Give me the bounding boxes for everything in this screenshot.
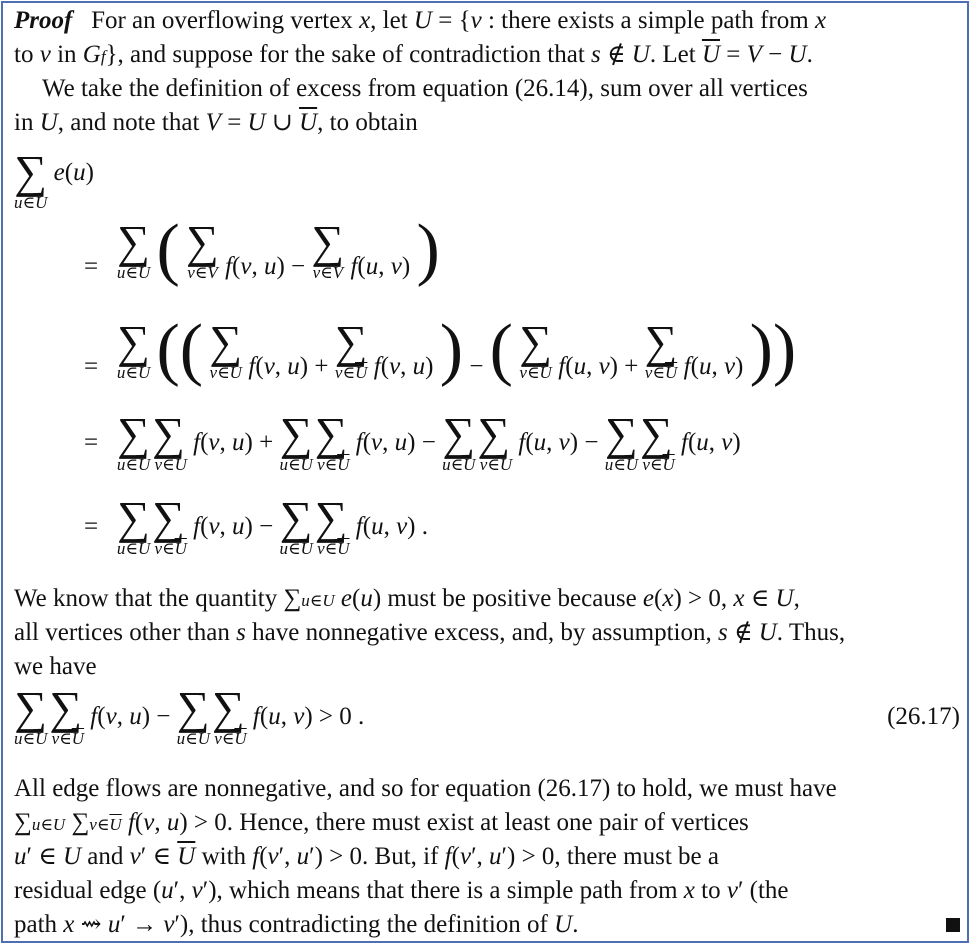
equation-number: (26.17): [887, 703, 960, 730]
p2-line1: We take the definition of excess from equation (26.14), sum over all vertices: [42, 75, 808, 102]
eq-line-4: = ∑ u∈U ∑ $\nu\in\overline{U}$ f(ν, u) − ∑ u∈U ∑ $\nu\in\overline{U}$ f(u, ν) .: [84, 492, 428, 558]
p4-line2: ∑u∈U $\sum\nu\in\overline{U}$ f(ν, u) > 0. Hence, there must exist at least one pair of vertices: [14, 809, 749, 836]
p2-line2: in U, and note that V = U ∪ $\overline{U}$, to obtain: [14, 109, 418, 136]
p3-line1: We know that the quantity ∑u∈U e(u) must be positive because e(x) > 0, x ∈ U,: [14, 585, 800, 612]
eq-line-3: = ∑ u∈U ∑ ν∈U f(ν, u) + ∑ u∈U ∑ $\nu\in\overline{U}$ f(ν, u) − ∑ u∈U ∑ ν∈U f(u, ν) − ∑ u∈U ∑ $\nu\in\overline{U}$ f(u, ν): [84, 408, 741, 474]
p1-line2: to ν in Gf}, and suppose for the sake of contradiction that s ∉ U. Let $\overline{U} = V - U$.: [14, 41, 813, 68]
p4-line5: path x ⇝ u′ → ν′), thus contradicting the definition of U.: [14, 911, 579, 938]
proof-label: Proof: [14, 7, 73, 34]
eq-sum-eu: ∑ u∈U e(u): [14, 146, 94, 212]
eq-line-1: = ∑ u∈U ( ∑ ν∈V f(ν, u) − ∑ ν∈V f(u, ν) ): [84, 211, 440, 288]
eq-line-2: = ∑ u∈U (( ∑ ν∈U f(ν, u) + ∑ $\nu\in\overline{U}$ f(ν, u) ) − ( ∑ ν∈U f(u, ν) + ∑ $\nu\in\overline{U}$ f(u, ν) )): [84, 311, 797, 388]
qed-square-icon: [946, 918, 960, 932]
p4-line1: All edge flows are nonnegative, and so for equation (26.17) to hold, we must have: [14, 775, 837, 802]
eq-26-17: ∑ u∈U ∑ $\nu\in\overline{U}$ f(ν, u) − ∑ u∈U ∑ $\nu\in\overline{U}$ f(u, ν) > 0 .: [14, 682, 365, 748]
p3-line3: we have: [14, 653, 97, 680]
p3-line2: all vertices other than s have nonnegative excess, and, by assumption, s ∉ U. Thus,: [14, 619, 846, 646]
p4-line3: u′ ∈ U and ν′ ∈ $\overline{U}$ with f(ν′, u′) > 0. But, if f(ν′, u′) > 0, there must be a: [14, 843, 719, 870]
p1-line1: Proof For an overflowing vertex x, let U = {ν : there exists a simple path from x: [14, 7, 827, 34]
p4-line4: residual edge (u′, ν′), which means that there is a simple path from x to ν′ (the: [14, 877, 789, 904]
